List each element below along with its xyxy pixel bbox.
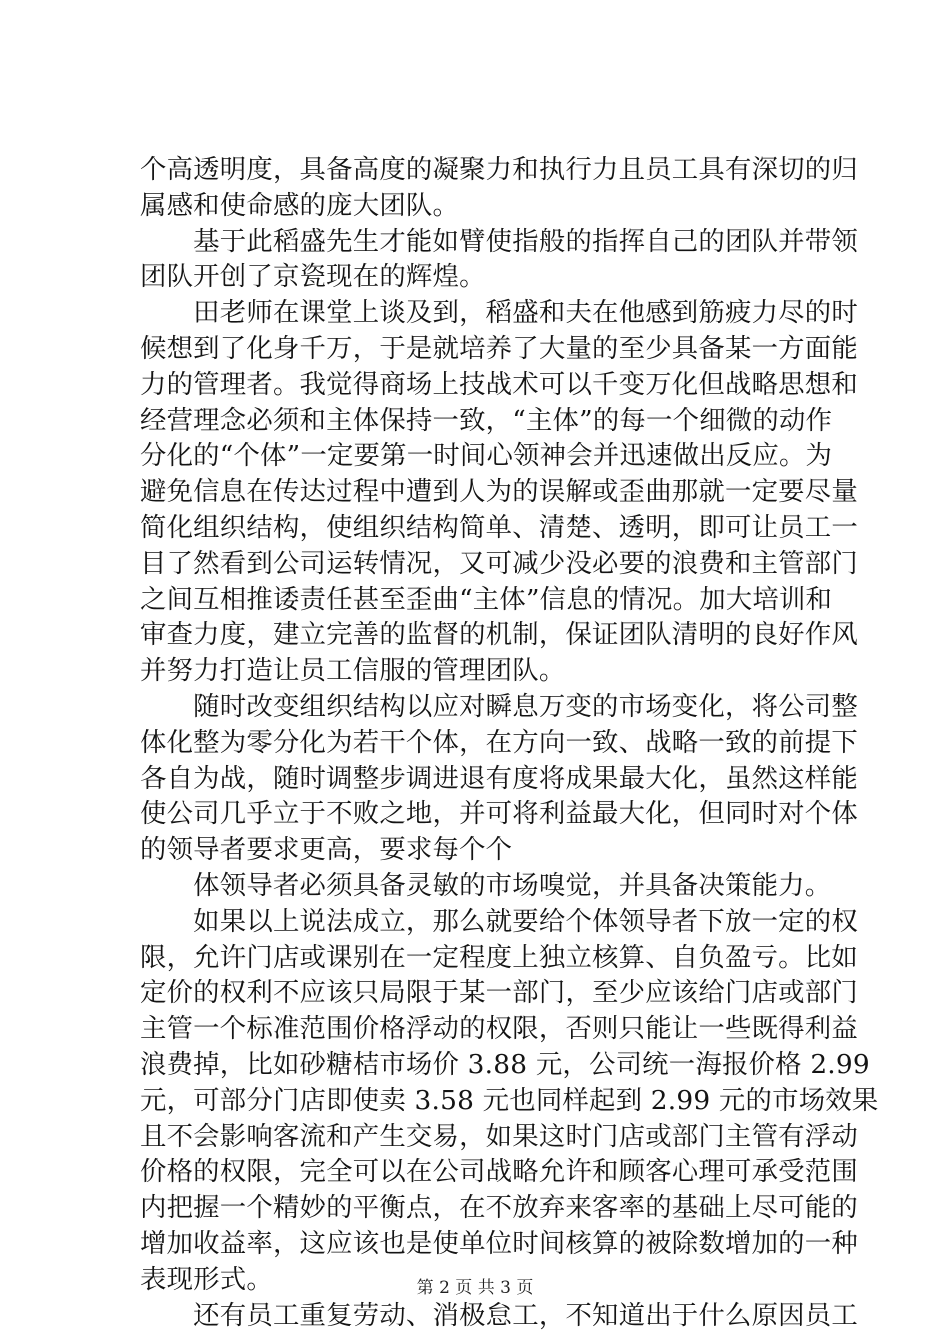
text-line: 使公司几乎立于不败之地，并可将利益最大化，但同时对个体 xyxy=(140,798,858,830)
page-number-footer: 第 2 页 共 3 页 xyxy=(416,1278,534,1298)
text-line: 个高透明度，具备高度的凝聚力和执行力且员工具有深切的归 xyxy=(140,154,858,185)
text-line: 且不会影响客流和产生交易，如果这时门店或部门主管有浮动 xyxy=(140,1120,858,1152)
text-line: 表现形式。 xyxy=(140,1263,273,1295)
text-line: 简化组织结构，使组织结构简单、清楚、透明，即可让员工一 xyxy=(140,511,858,543)
text-line: 浪费掉，比如砂糖桔市场价 3.88 元，公司统一海报价格 2.99 xyxy=(140,1048,870,1080)
text-line: 如果以上说法成立，那么就要给个体领导者下放一定的权 xyxy=(140,905,858,937)
text-line: 增加收益率，这应该也是使单位时间核算的被除数增加的一种 xyxy=(140,1227,858,1259)
text-line: 避免信息在传达过程中遭到人为的误解或歪曲那就一定要尽量 xyxy=(140,476,858,508)
text-line: 属感和使命感的庞大团队。 xyxy=(140,189,460,221)
text-line: 的领导者要求更高，要求每个个 xyxy=(140,834,513,866)
text-line: 目了然看到公司运转情况，又可减少没必要的浪费和主管部门 xyxy=(140,547,858,579)
document-body xyxy=(140,152,879,1333)
text-line: 随时改变组织结构以应对瞬息万变的市场变化，将公司整 xyxy=(140,690,858,722)
text-line: 体领导者必须具备灵敏的市场嗅觉，并具备决策能力。 xyxy=(140,869,832,901)
text-line: 并努力打造让员工信服的管理团队。 xyxy=(140,655,566,687)
text-line: 候想到了化身千万，于是就培养了大量的至少具备某一方面能 xyxy=(140,332,858,364)
text-line: 田老师在课堂上谈及到，稻盛和夫在他感到筋疲力尽的时 xyxy=(140,297,858,329)
text-line: 价格的权限，完全可以在公司战略允许和顾客心理可承受范围 xyxy=(140,1156,858,1188)
text-line: 力的管理者。我觉得商场上技战术可以千变万化但战略思想和 xyxy=(140,368,858,400)
text-line: 审查力度，建立完善的监督的机制，保证团队清明的良好作风 xyxy=(140,619,858,651)
text-line: 体化整为零分化为若干个体，在方向一致、战略一致的前提下 xyxy=(140,726,858,758)
text-line: 分化的“个体”一定要第一时间心领神会并迅速做出反应。为 xyxy=(140,440,833,472)
text-line: 各自为战，随时调整步调进退有度将成果最大化，虽然这样能 xyxy=(140,762,858,794)
text-line: 经营理念必须和主体保持一致，“主体”的每一个细微的动作 xyxy=(140,404,833,436)
text-line: 内把握一个精妙的平衡点，在不放弃来客率的基础上尽可能的 xyxy=(140,1192,858,1224)
text-line: 限，允许门店或课别在一定程度上独立核算、自负盈亏。比如 xyxy=(140,941,858,973)
text-line: 定价的权利不应该只局限于某一部门，至少应该给门店或部门 xyxy=(140,977,858,1009)
text-line: 主管一个标准范围价格浮动的权限，否则只能让一些既得利益 xyxy=(140,1013,858,1045)
text-line: 之间互相推诿责任甚至歪曲“主体”信息的情况。加大培训和 xyxy=(140,583,833,615)
text-line: 团队开创了京瓷现在的辉煌。 xyxy=(140,261,486,293)
text-line: 还有员工重复劳动、消极怠工，不知道出于什么原因员工 xyxy=(140,1299,858,1331)
text-line: 元，可部分门店即使卖 3.58 元也同样起到 2.99 元的市场效果 xyxy=(140,1084,879,1116)
text-line: 基于此稻盛先生才能如臂使指般的指挥自己的团队并带领 xyxy=(140,225,858,257)
